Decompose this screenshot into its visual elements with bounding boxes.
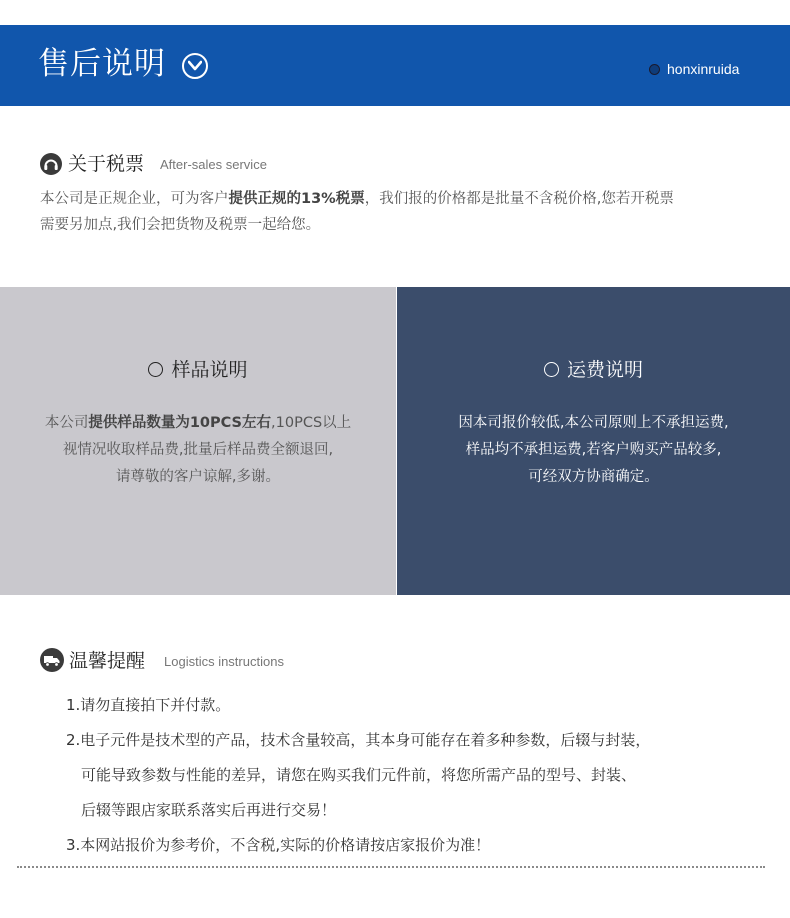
header-banner <box>0 25 790 106</box>
sample-text: 视情况收取样品费,批量后样品费全额退回, <box>62 442 334 458</box>
tax-description <box>40 186 785 238</box>
shipping-panel-title: 运费说明 <box>566 359 643 381</box>
brand-name: honxinruida <box>667 61 740 77</box>
shipping-panel <box>397 287 790 595</box>
tax-section-subtitle: After-sales service <box>160 157 267 172</box>
chevron-down-circle-icon <box>182 53 208 79</box>
sample-text: ,10PCS以上 <box>271 415 352 431</box>
list-item: 可能导致参数与性能的差异，请您在购买我们元件前，将您所需产品的型号、封装、 <box>81 766 637 784</box>
sample-panel-header <box>0 357 396 383</box>
shipping-text: 因本司报价较低,本公司原则上不承担运费, <box>458 415 729 431</box>
brand-dot-icon <box>649 64 660 75</box>
delivery-truck-icon <box>40 648 64 672</box>
tax-text: 本公司是正规企业，可为客户 <box>40 191 229 207</box>
page-title: 售后说明 <box>38 46 166 82</box>
circle-icon <box>544 362 559 377</box>
tax-section-title: 关于税票 <box>68 153 145 175</box>
list-item: 后辍等跟店家联系落实后再进行交易！ <box>81 801 337 819</box>
shipping-description <box>397 410 790 491</box>
tax-text: 需要另加点,我们会把货物及税票一起给您。 <box>40 217 321 233</box>
tips-list <box>66 688 766 863</box>
tax-text: ，我们报的价格都是批量不含税价格,您若开税票 <box>364 191 674 207</box>
sample-panel <box>0 287 396 595</box>
circle-icon <box>148 362 163 377</box>
list-item: 3.本网站报价为参考价，不含税,实际的价格请按店家报价为准！ <box>66 836 491 854</box>
sample-text: 请尊敬的客户谅解,多谢。 <box>115 469 281 485</box>
list-item: 1.请勿直接拍下并付款。 <box>66 696 231 714</box>
shipping-text: 可经双方协商确定。 <box>528 469 659 485</box>
shipping-text: 样品均不承担运费,若客户购买产品较多, <box>465 442 722 458</box>
tax-highlight: 提供正规的13%税票 <box>228 191 365 207</box>
dotted-divider <box>17 866 765 868</box>
sample-panel-title: 样品说明 <box>171 359 248 381</box>
sample-description <box>0 410 396 491</box>
sample-highlight: 提供样品数量为10PCS左右 <box>88 415 272 431</box>
list-item: 2.电子元件是技术型的产品，技术含量较高，其本身可能存在着多种参数，后辍与封装， <box>66 731 651 749</box>
tips-section-title: 温馨提醒 <box>69 650 146 672</box>
shipping-panel-header <box>397 357 790 383</box>
tips-section-subtitle: Logistics instructions <box>164 654 284 669</box>
sample-text: 本公司 <box>44 415 89 431</box>
headset-icon <box>40 153 62 175</box>
